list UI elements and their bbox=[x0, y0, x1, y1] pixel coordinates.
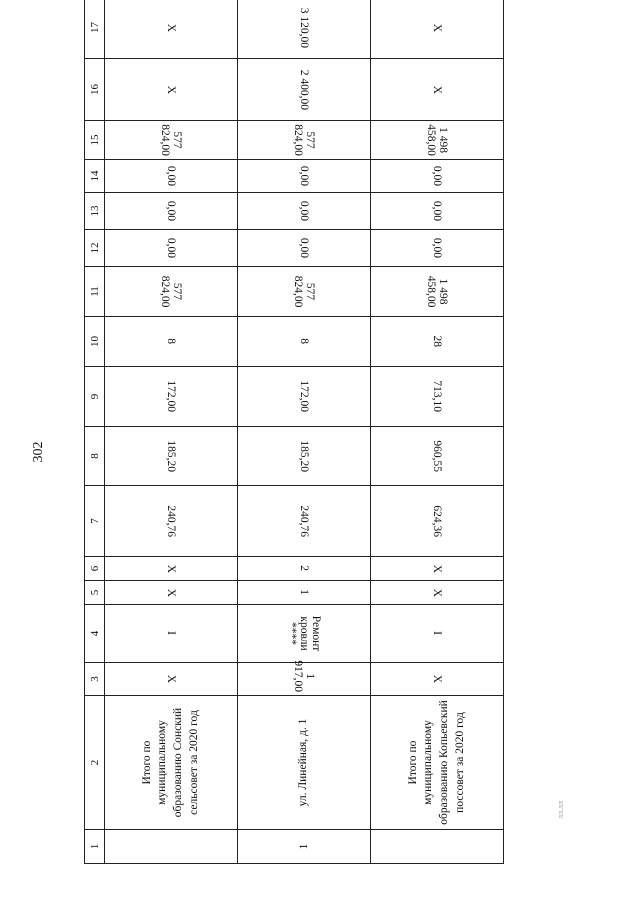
cell-text: Х bbox=[431, 674, 443, 684]
cell-value bbox=[238, 160, 371, 193]
cell-value bbox=[238, 557, 371, 581]
column-header: 14 bbox=[85, 160, 105, 193]
cell-value bbox=[105, 557, 238, 581]
cell-text: 577 824,00 bbox=[292, 275, 316, 308]
cell-value bbox=[238, 581, 371, 605]
cell-text: 240,76 bbox=[298, 505, 310, 537]
cell-text: 577 824,00 bbox=[292, 124, 316, 156]
cell-text: 172,00 bbox=[298, 380, 310, 413]
column-header: 1 bbox=[85, 830, 105, 864]
cell-value bbox=[238, 317, 371, 367]
cell-text: 0,00 bbox=[165, 237, 177, 259]
cell-value bbox=[371, 160, 504, 193]
page-number: 302 bbox=[31, 441, 46, 463]
cell-value bbox=[238, 193, 371, 230]
cell-text: 1 917,00 bbox=[292, 660, 316, 692]
cell-text: 577 824,00 bbox=[159, 124, 183, 156]
cell-value bbox=[371, 663, 504, 696]
cell-text: 960,55 bbox=[431, 440, 443, 472]
column-header: 4 bbox=[85, 605, 105, 663]
column-header: 13 bbox=[85, 193, 105, 230]
cell-value bbox=[238, 486, 371, 557]
cell-value bbox=[105, 160, 238, 193]
column-number-row bbox=[85, 0, 105, 864]
cell-text: 1 498 458,00 bbox=[425, 124, 449, 156]
cell-value bbox=[371, 267, 504, 317]
table-row-sonsky-total bbox=[105, 0, 238, 864]
cell-value bbox=[105, 427, 238, 486]
cell-value bbox=[105, 193, 238, 230]
cell-value bbox=[105, 0, 238, 59]
cell-value bbox=[371, 230, 504, 267]
cell-text: 185,20 bbox=[298, 440, 310, 472]
cell-text: Х bbox=[165, 85, 177, 94]
cell-address: Итого по муниципальному образованию Сонский сельсовет за 2020 год bbox=[105, 696, 238, 830]
cell-value bbox=[371, 193, 504, 230]
cell-number: 1 bbox=[238, 830, 371, 864]
column-header: 2 bbox=[85, 696, 105, 830]
cell-text: Х bbox=[165, 588, 177, 597]
margin-stamp: лл.лл bbox=[556, 801, 565, 819]
table-row-kopyevsky-total bbox=[371, 0, 504, 864]
cell-value bbox=[371, 557, 504, 581]
cell-value bbox=[371, 605, 504, 663]
cell-text: Ремонт кровли **** bbox=[286, 615, 322, 652]
table-area bbox=[84, 7, 504, 864]
cell-text: 8 bbox=[165, 338, 177, 345]
cell-text: 2 400,00 bbox=[298, 69, 310, 110]
column-header: 17 bbox=[85, 0, 105, 59]
rotated-table-container bbox=[84, 7, 504, 864]
cell-value bbox=[105, 581, 238, 605]
cell-text: 0,00 bbox=[298, 237, 310, 259]
cell-value bbox=[238, 59, 371, 121]
cell-value bbox=[105, 605, 238, 663]
cell-text: Х bbox=[431, 85, 443, 94]
cell-value bbox=[105, 230, 238, 267]
cell-text: Х bbox=[165, 564, 177, 573]
cell-text: 0,00 bbox=[431, 200, 443, 222]
cell-text: 28 bbox=[431, 335, 443, 348]
cell-text: 0,00 bbox=[165, 200, 177, 222]
column-header: 6 bbox=[85, 557, 105, 581]
cell-text: 3 120,00 bbox=[298, 7, 310, 48]
column-header: 12 bbox=[85, 230, 105, 267]
cell-text: I bbox=[165, 631, 177, 636]
column-header: 8 bbox=[85, 427, 105, 486]
cell-value bbox=[371, 486, 504, 557]
cell-text: 1 498 458,00 bbox=[425, 275, 449, 308]
cell-text: 713,10 bbox=[431, 380, 443, 413]
cell-text: 240,76 bbox=[165, 505, 177, 537]
column-header: 7 bbox=[85, 486, 105, 557]
cell-text: 2 bbox=[298, 565, 310, 572]
cell-value bbox=[238, 230, 371, 267]
cell-value bbox=[238, 427, 371, 486]
cell-value bbox=[371, 581, 504, 605]
cell-value bbox=[371, 121, 504, 160]
cell-text: 8 bbox=[298, 338, 310, 345]
column-header: 9 bbox=[85, 367, 105, 427]
cell-value bbox=[238, 267, 371, 317]
cell-value bbox=[105, 121, 238, 160]
cell-text: 0,00 bbox=[298, 200, 310, 222]
cell-text: 0,00 bbox=[165, 165, 177, 187]
cell-text: Х bbox=[431, 588, 443, 597]
cell-text: 172,00 bbox=[165, 380, 177, 413]
cell-address: Итого по муниципальному образованию Копьевский поссовет за 2020 год bbox=[371, 696, 504, 830]
cell-address: ул. Линейная, д. 1 bbox=[238, 696, 371, 830]
cell-number bbox=[371, 830, 504, 864]
cell-value bbox=[105, 317, 238, 367]
cell-text: 0,00 bbox=[298, 165, 310, 187]
cell-value bbox=[371, 0, 504, 59]
cell-value bbox=[238, 121, 371, 160]
table-row-lineynaya-1 bbox=[238, 0, 371, 864]
cell-text: Х bbox=[431, 564, 443, 573]
cell-value bbox=[105, 267, 238, 317]
cell-value bbox=[238, 660, 371, 696]
cell-text: 1 bbox=[298, 589, 310, 596]
cell-text: Х bbox=[431, 23, 443, 32]
cell-value bbox=[105, 486, 238, 557]
repair-program-table bbox=[84, 0, 504, 864]
column-header: 11 bbox=[85, 267, 105, 317]
cell-text: 185,20 bbox=[165, 440, 177, 472]
cell-value bbox=[105, 59, 238, 121]
cell-text: 624,36 bbox=[431, 505, 443, 537]
cell-value bbox=[238, 605, 371, 663]
column-header: 3 bbox=[85, 663, 105, 696]
cell-text: Х bbox=[165, 23, 177, 32]
cell-text: 0,00 bbox=[431, 237, 443, 259]
cell-value bbox=[105, 663, 238, 696]
cell-text: Х bbox=[165, 674, 177, 684]
column-header: 5 bbox=[85, 581, 105, 605]
cell-text: 577 824,00 bbox=[159, 275, 183, 308]
cell-value bbox=[371, 367, 504, 427]
column-header: 10 bbox=[85, 317, 105, 367]
cell-text: I bbox=[431, 631, 443, 636]
cell-number bbox=[105, 830, 238, 864]
cell-value bbox=[238, 0, 371, 59]
column-header: 16 bbox=[85, 59, 105, 121]
cell-value bbox=[371, 427, 504, 486]
cell-value bbox=[371, 317, 504, 367]
column-header: 15 bbox=[85, 121, 105, 160]
cell-value bbox=[105, 367, 238, 427]
cell-value bbox=[371, 59, 504, 121]
cell-text: 0,00 bbox=[431, 165, 443, 187]
cell-value bbox=[238, 367, 371, 427]
